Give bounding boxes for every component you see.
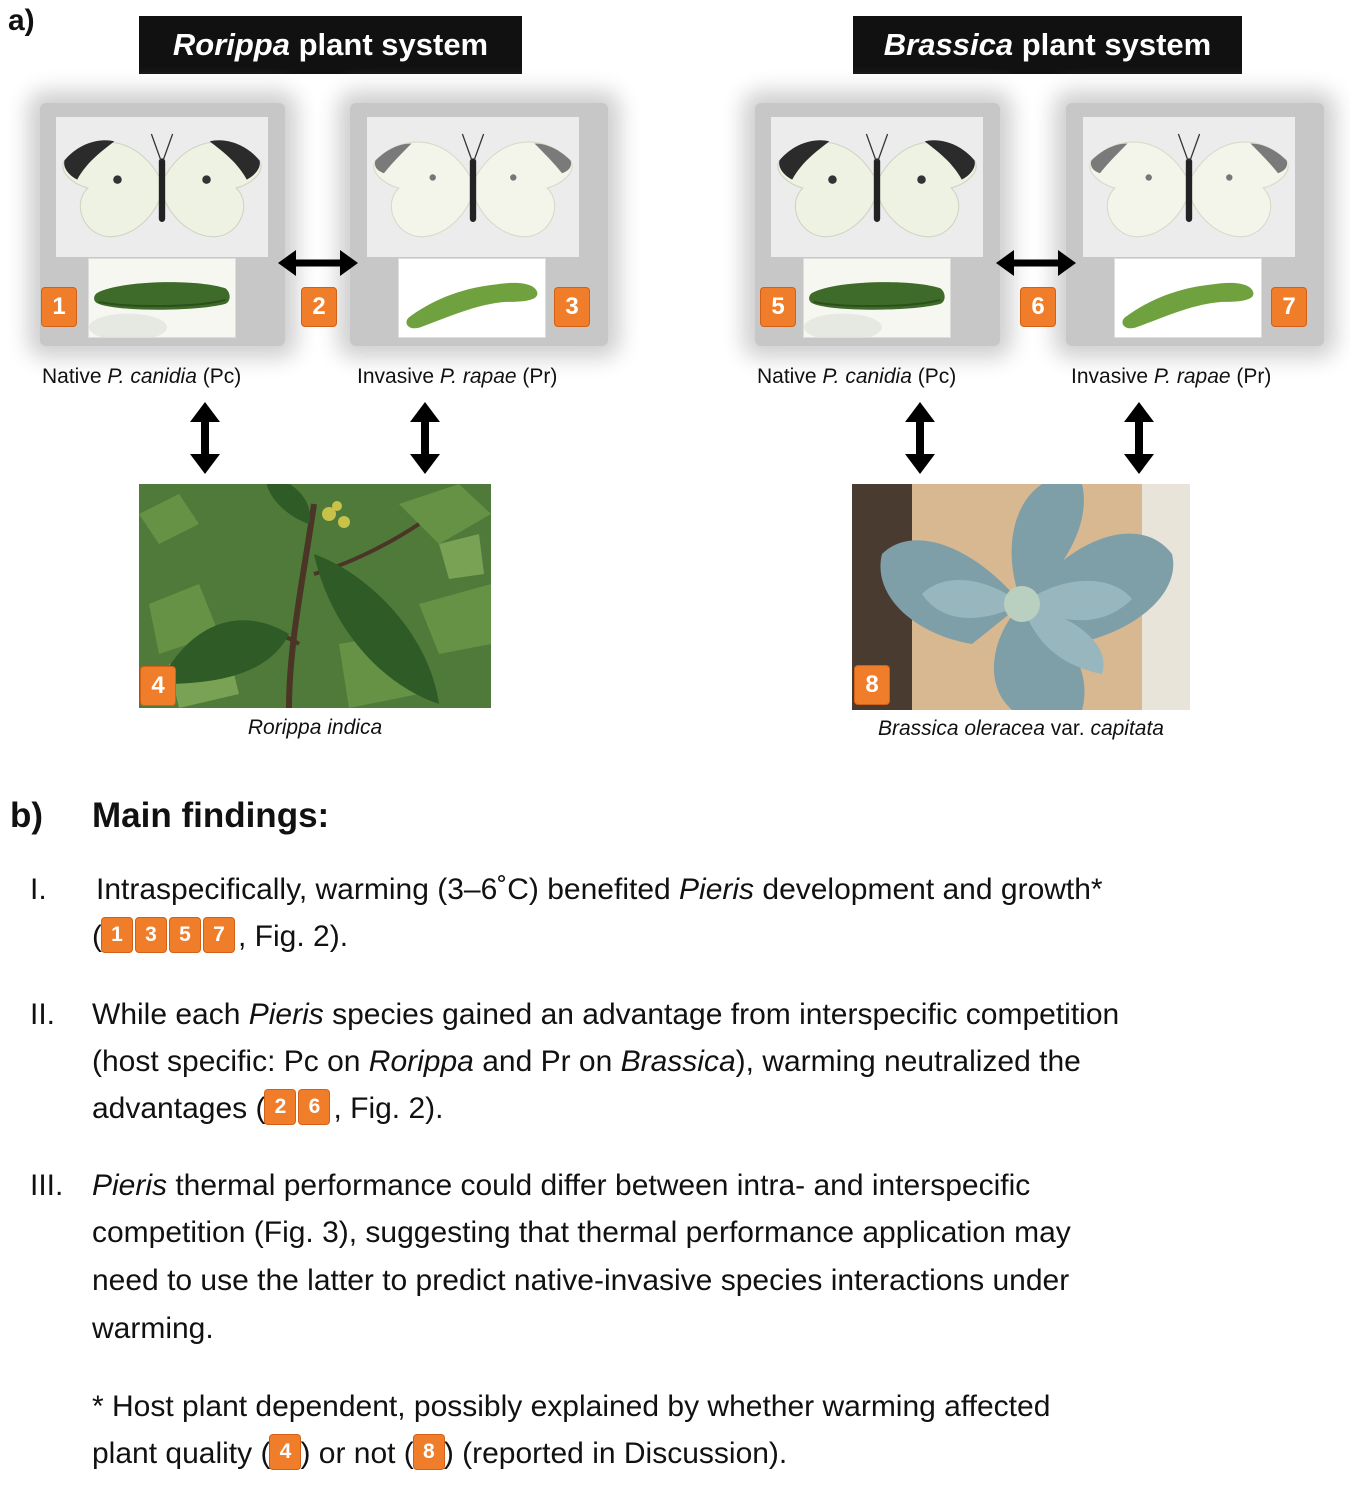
inline-badge-1: 1 — [102, 918, 132, 952]
finding-1-genus: Pieris — [679, 873, 755, 906]
finding-3-text-a: thermal performance could differ between intra- and interspecific — [167, 1169, 1031, 1202]
invasive-label-species: P. rapae — [439, 365, 517, 388]
invasive-butterfly-image — [367, 117, 579, 257]
brassica-invasive-label-post: (Pr) — [1230, 365, 1272, 388]
rorippa-invasive-card — [350, 103, 608, 346]
rorippa-invasive-plant-arrow — [408, 402, 442, 474]
brassica-native-label — [757, 365, 956, 389]
brassica-native-larva-image — [803, 258, 951, 338]
finding-2-brassica: Brassica — [620, 1045, 736, 1078]
rorippa-interaction-arrow — [278, 248, 358, 278]
finding-2-text-d: and Pr on — [473, 1045, 621, 1078]
footnote-line-2 — [92, 1430, 787, 1477]
brassica-invasive-label — [1071, 365, 1271, 389]
brassica-invasive-larva-image — [1114, 258, 1262, 338]
brassica-invasive-label-pre: Invasive — [1071, 365, 1154, 388]
rorippa-native-plant-arrow — [188, 402, 222, 474]
brassica-caption-var: var. — [1044, 717, 1091, 740]
finding-2-text-c: (host specific: Pc on — [92, 1045, 369, 1078]
finding-2-text-f: advantages ( — [92, 1092, 266, 1125]
finding-1-line-1 — [96, 866, 1103, 913]
rorippa-title-genus: Rorippa — [172, 27, 290, 62]
brassica-native-card — [755, 103, 1000, 346]
brassica-invasive-plant-arrow — [1122, 402, 1156, 474]
brassica-plant-caption — [802, 717, 1240, 741]
invasive-label-post: (Pr) — [516, 365, 558, 388]
footnote-line-1: * Host plant dependent, possibly explained by whether warming affected — [92, 1390, 1051, 1423]
native-label-post: (Pc) — [196, 365, 242, 388]
brassica-title-rest: plant system — [1013, 27, 1212, 62]
brassica-invasive-label-species: P. rapae — [1153, 365, 1231, 388]
inline-badge-2: 2 — [265, 1090, 295, 1124]
inline-badge-7: 7 — [204, 918, 234, 952]
brassica-invasive-butterfly-image — [1083, 117, 1295, 257]
brassica-native-label-species: P. canidia — [822, 365, 912, 388]
finding-2-line-1 — [92, 991, 1119, 1038]
finding-1-text-b: development and growth* — [754, 873, 1103, 906]
badge-1: 1 — [42, 288, 76, 326]
inline-badge-3: 3 — [136, 918, 166, 952]
badge-5: 5 — [761, 288, 795, 326]
finding-2-text-b: species gained an advantage from interspecific competition — [323, 998, 1120, 1031]
brassica-caption-species: Brassica oleracea — [877, 717, 1045, 740]
rorippa-title-rest: plant system — [290, 27, 489, 62]
rorippa-plant-caption: Rorippa indica — [247, 716, 383, 739]
finding-1-close: , Fig. 2). — [238, 920, 349, 953]
finding-1-text-a: Intraspecifically, warming (3–6˚C) benefited — [96, 873, 680, 906]
finding-1-numeral: I. — [30, 873, 47, 906]
native-larva-image — [88, 258, 236, 338]
brassica-title-genus: Brassica — [883, 27, 1014, 62]
rorippa-invasive-label — [357, 365, 557, 389]
badge-4: 4 — [141, 667, 175, 705]
finding-1-line-2 — [92, 913, 348, 960]
native-label-pre: Native — [42, 365, 108, 388]
brassica-native-label-post: (Pc) — [911, 365, 957, 388]
brassica-interaction-arrow — [996, 248, 1076, 278]
finding-1-open-paren: ( — [92, 920, 102, 953]
footnote-badge-8: 8 — [414, 1435, 444, 1469]
finding-3-line-4: warming. — [92, 1312, 214, 1345]
inline-badge-5: 5 — [170, 918, 200, 952]
finding-3-line-3: need to use the latter to predict native-invasive species interactions under — [92, 1264, 1070, 1297]
badge-8: 8 — [855, 666, 889, 704]
main-findings-heading: Main findings: — [92, 796, 330, 835]
finding-3-genus: Pieris — [92, 1169, 168, 1202]
inline-badge-6: 6 — [299, 1090, 329, 1124]
panel-a-label: a) — [8, 4, 35, 37]
brassica-native-label-pre: Native — [757, 365, 823, 388]
finding-2-text-a: While each — [92, 998, 249, 1031]
rorippa-system-title — [139, 16, 522, 74]
badge-7: 7 — [1272, 288, 1306, 326]
finding-3-line-1 — [92, 1162, 1030, 1209]
native-label-species: P. canidia — [107, 365, 197, 388]
rorippa-native-label — [42, 365, 241, 389]
rorippa-native-card — [40, 103, 285, 346]
invasive-larva-image — [398, 258, 546, 338]
finding-2-text-e: ), warming neutralized the — [735, 1045, 1081, 1078]
footnote-text-a: plant quality ( — [92, 1437, 271, 1470]
finding-2-line-2 — [92, 1038, 1081, 1085]
badge-6: 6 — [1021, 288, 1055, 326]
brassica-caption-cultivar: capitata — [1090, 717, 1164, 740]
invasive-label-pre: Invasive — [357, 365, 440, 388]
rorippa-indica-image — [139, 484, 491, 708]
brassica-native-plant-arrow — [903, 402, 937, 474]
footnote-badge-4: 4 — [270, 1435, 300, 1469]
brassica-invasive-card — [1066, 103, 1324, 346]
finding-3-numeral: III. — [30, 1169, 64, 1202]
native-butterfly-image — [56, 117, 268, 257]
finding-2-close: , Fig. 2). — [333, 1092, 444, 1125]
badge-3: 3 — [555, 288, 589, 326]
finding-2-line-3 — [92, 1085, 443, 1132]
finding-2-rorippa: Rorippa — [368, 1045, 474, 1078]
badge-2: 2 — [302, 288, 336, 326]
footnote-text-c: ) (reported in Discussion). — [443, 1437, 788, 1470]
footnote-text-b: ) or not ( — [300, 1437, 414, 1470]
brassica-native-butterfly-image — [771, 117, 983, 257]
brassica-oleracea-image — [852, 484, 1190, 710]
finding-3-line-2: competition (Fig. 3), suggesting that thermal performance application may — [92, 1216, 1071, 1249]
finding-2-genus: Pieris — [248, 998, 324, 1031]
panel-b-label: b) — [10, 796, 44, 835]
finding-2-numeral: II. — [30, 998, 56, 1031]
brassica-system-title — [853, 16, 1242, 74]
